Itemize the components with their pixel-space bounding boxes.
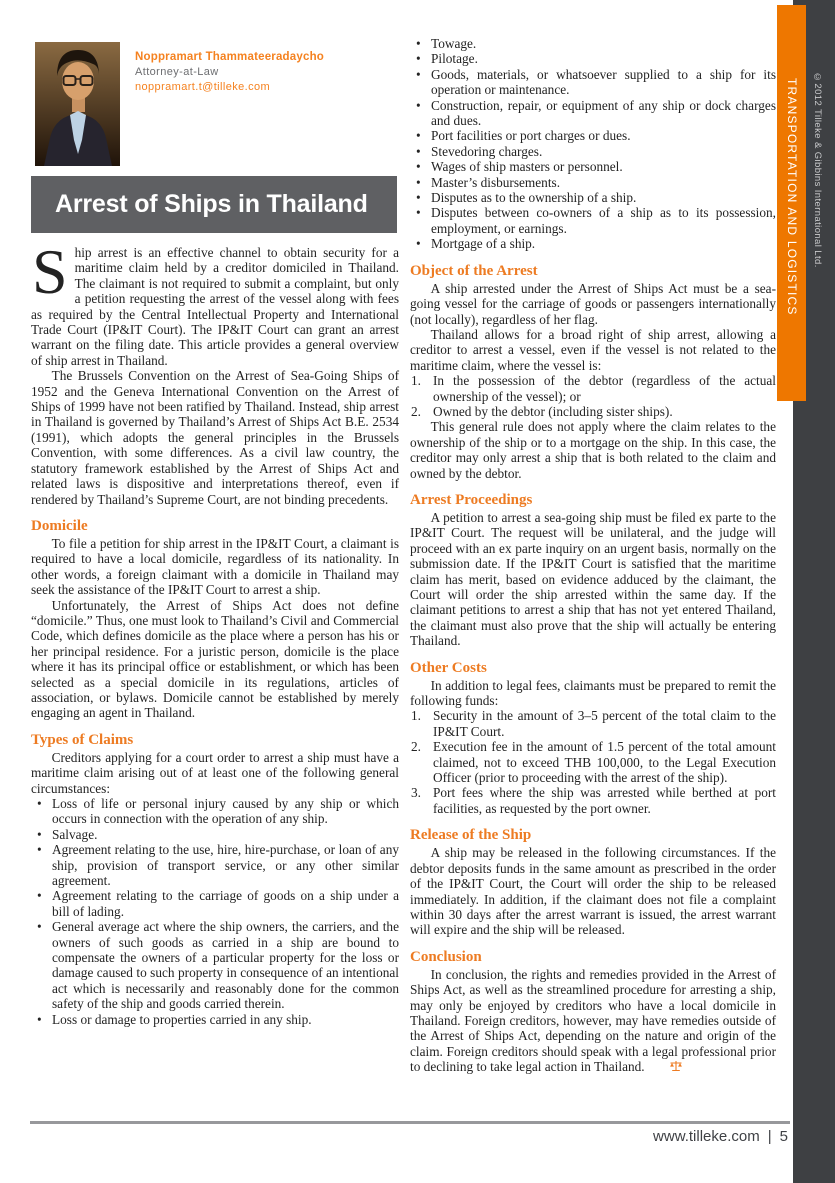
copyright-text: ©2012 Tilleke & Gibbins International Ltd. <box>812 72 823 268</box>
author-name: Noppramart Thammateeradaycho <box>135 51 325 63</box>
section-heading-types-of-claims: Types of Claims <box>31 731 134 748</box>
section-heading-domicile: Domicile <box>31 517 88 534</box>
category-tab <box>777 5 806 401</box>
list-item: • Construction, repair, or equipment of any ship or dock charges and dues. <box>410 98 776 129</box>
drop-cap: S <box>32 236 68 307</box>
list-item: • Stevedoring charges. <box>410 144 776 159</box>
other-costs-intro: In addition to legal fees, claimants must be prepared to remit the following funds: <box>410 677 776 709</box>
claims-list-right <box>410 36 776 252</box>
list-item: Security in the amount of 3–5 percent of the total claim to the IP&IT Court. <box>433 708 776 739</box>
object-paragraph-3: This general rule does not apply where the claim relates to the ownership of the ship or to a mortgage on the ship. In this case, the creditor may only arrest a ship that is both related to the claim and owned by the debtor. <box>410 419 776 481</box>
article-title: Arrest of Ships in Thailand <box>55 190 368 218</box>
list-item: Port fees where the ship was arrested while berthed at port facilities, as requested by the port owner. <box>433 785 776 816</box>
left-column <box>31 236 399 1027</box>
object-paragraph-2: Thailand allows for a broad right of ship arrest, allowing a creditor to arrest a vessel, even if the vessel is not related to the maritime claim, where the vessel is: <box>410 326 776 373</box>
list-item: • General average act where the ship owners, the carriers, and the owners of such goods as carried in a ship are bound to compensate the owners of a particular property for the loss or damage caused to such property in consequence of an intentional act which is necessarily and reasonably done for the common safety of the ship and goods carried therein. <box>31 919 399 1011</box>
list-item: • Disputes between co-owners of a ship as to its possession, employment, or earnings. <box>410 205 776 236</box>
list-item: Owned by the debtor (including sister ships). <box>433 403 673 419</box>
list-item: • Salvage. <box>31 827 399 842</box>
claims-list-left <box>31 796 399 1027</box>
object-numbered-list <box>410 373 776 419</box>
list-item: • Master’s disbursements. <box>410 175 776 190</box>
list-item: • Towage. <box>410 36 776 51</box>
section-heading-object-of-arrest: Object of the Arrest <box>410 262 538 279</box>
object-paragraph-1: A ship arrested under the Arrest of Ships Act must be a sea-going vessel for the carriage of goods or passengers internationally (not locally), regardless of her flag. <box>410 280 776 327</box>
intro-paragraph-1-text: hip arrest is an effective channel to obtain security for a maritime claim held by a creditor domiciled in Thailand. The claimant is not required to submit a complaint, but only a petition requesting the arrest of the vessel along with fees as required by the Central Intellectual Property and International Trade Court (IP&IT Court). The IP&IT Court can grant an arrest warrant on the filing date. This article provides a general overview of ship arrest in Thailand. <box>31 245 399 368</box>
footer <box>653 1128 788 1145</box>
list-item: • Port facilities or port charges or dues. <box>410 128 776 143</box>
list-item: • Disputes as to the ownership of a ship. <box>410 190 776 205</box>
section-heading-arrest-proceedings: Arrest Proceedings <box>410 491 533 508</box>
intro-paragraph-2: The Brussels Convention on the Arrest of Sea-Going Ships of 1952 and the Geneva International Convention on the Arrest of Ships of 1999 have not been ratified by Thailand. Instead, ship arrest in Thailand is governed by Thailand’s Arrest of Ships Act B.E. 2534 (1991), which adopts the general principles in the Brussels Convention, with some differences. As a civil law country, the statutory framework established by the Arrest of Ships Act and related laws is dispositive and interpretations thereof, even if rendered by Thailand’s Supreme Court, are not binding precedents. <box>31 368 399 507</box>
category-label: TRANSPORTATION AND LOGISTICS <box>785 78 799 316</box>
domicile-paragraph-2: Unfortunately, the Arrest of Ships Act does not define “domicile.” Thus, one must look to Thailand’s Civil and Commercial Code, which defines domicile as the place where a person has his or her principal residence. For a juristic person, domicile is the place where it has its principal office or establishment, or which has been selected as a special domicile in its regulations, articles of association, or bylaws. Domicile cannot be established by merely engaging an agent in Thailand. <box>31 597 399 721</box>
list-item: • Mortgage of a ship. <box>410 236 776 251</box>
conclusion-paragraph <box>410 967 776 1075</box>
list-item: • Pilotage. <box>410 51 776 66</box>
author-job-title: Attorney-at-Law <box>135 66 219 78</box>
types-of-claims-intro: Creditors applying for a court order to arrest a ship must have a maritime claim arising out of at least one of the following general circumstances: <box>31 749 399 796</box>
author-block <box>135 51 324 93</box>
list-item: • Wages of ship masters or personnel. <box>410 159 776 174</box>
other-costs-numbered-list <box>410 708 776 816</box>
author-photo-image <box>35 42 120 166</box>
author-photo <box>35 42 120 166</box>
domicile-paragraph-1: To file a petition for ship arrest in the IP&IT Court, a claimant is required to have a local domicile, regardless of its nationality. In other words, a foreign claimant with a domicile in Thailand may seek the assistance of the IP&IT Court to arrest a ship. <box>31 535 399 598</box>
right-column <box>410 36 776 1075</box>
release-paragraph: A ship may be released in the following circumstances. If the debtor deposits funds in the same amount as prescribed in the order of the IP&IT Court, the Court will order the ship to be released immediately. In addition, if the claimant does not file a complaint within 30 days after the arrest warrant is issued, the arrest warrant will expire and the ship will be released. <box>410 845 776 938</box>
list-item: In the possession of the debtor (regardless of the actual ownership of the vessel); or <box>433 373 776 404</box>
list-item: • Loss of life or personal injury caused by any ship or which occurs in connection with the operation of any ship. <box>31 796 399 827</box>
footer-url: www.tilleke.com <box>653 1128 760 1145</box>
list-item: • Loss or damage to properties carried in any ship. <box>31 1012 399 1027</box>
scales-end-icon <box>649 1059 684 1074</box>
conclusion-paragraph-text: In conclusion, the rights and remedies provided in the Arrest of Ships Act, as well as the streamlined procedure for arresting a ship, may only be enjoyed by creditors who have a local domicile in Thailand. Foreign creditors, however, may have remedies outside of the Arrest of Ships Act, depending on the nature and origin of the claim. Foreign creditors should speak with a legal professional prior to declining to take legal action in Thailand. <box>410 966 776 1075</box>
section-heading-release-of-ship: Release of the Ship <box>410 827 532 844</box>
arrest-proceedings-paragraph: A petition to arrest a sea-going ship must be filed ex parte to the IP&IT Court. The request will be unilateral, and the judge will proceed with an ex parte inquiry on an urgent basis, normally on the submission date. If the IP&IT Court is satisfied that the maritime claim has merit, based on evidence adduced by the claimant, the Court will order the ship arrested within the same day. If the claimant petitions to arrest a ship that has not yet entered Thailand, the claimant must also prove that the ship will actually be entering Thailand. <box>410 509 776 649</box>
footer-divider: | <box>767 1128 772 1145</box>
section-heading-other-costs: Other Costs <box>410 659 487 676</box>
list-item: • Agreement relating to the use, hire, hire-purchase, or loan of any ship, provision of transport service, or any other similar agreement. <box>31 842 399 888</box>
list-item: • Goods, materials, or whatsoever supplied to a ship for its operation or maintenance. <box>410 67 776 98</box>
footer-rule <box>30 1121 790 1124</box>
intro-paragraph-1 <box>31 236 399 368</box>
list-item: • Agreement relating to the carriage of goods on a ship under a bill of lading. <box>31 888 399 919</box>
article-title-bar <box>31 176 397 233</box>
list-item: Execution fee in the amount of 1.5 percent of the total amount claimed, not to exceed THB 100,000, to the Legal Execution Officer (prior to proceeding with the arrest of the ship). <box>433 739 776 786</box>
footer-page-number: 5 <box>779 1128 788 1145</box>
author-email: noppramart.t@tilleke.com <box>135 81 271 93</box>
section-heading-conclusion: Conclusion <box>410 948 482 965</box>
